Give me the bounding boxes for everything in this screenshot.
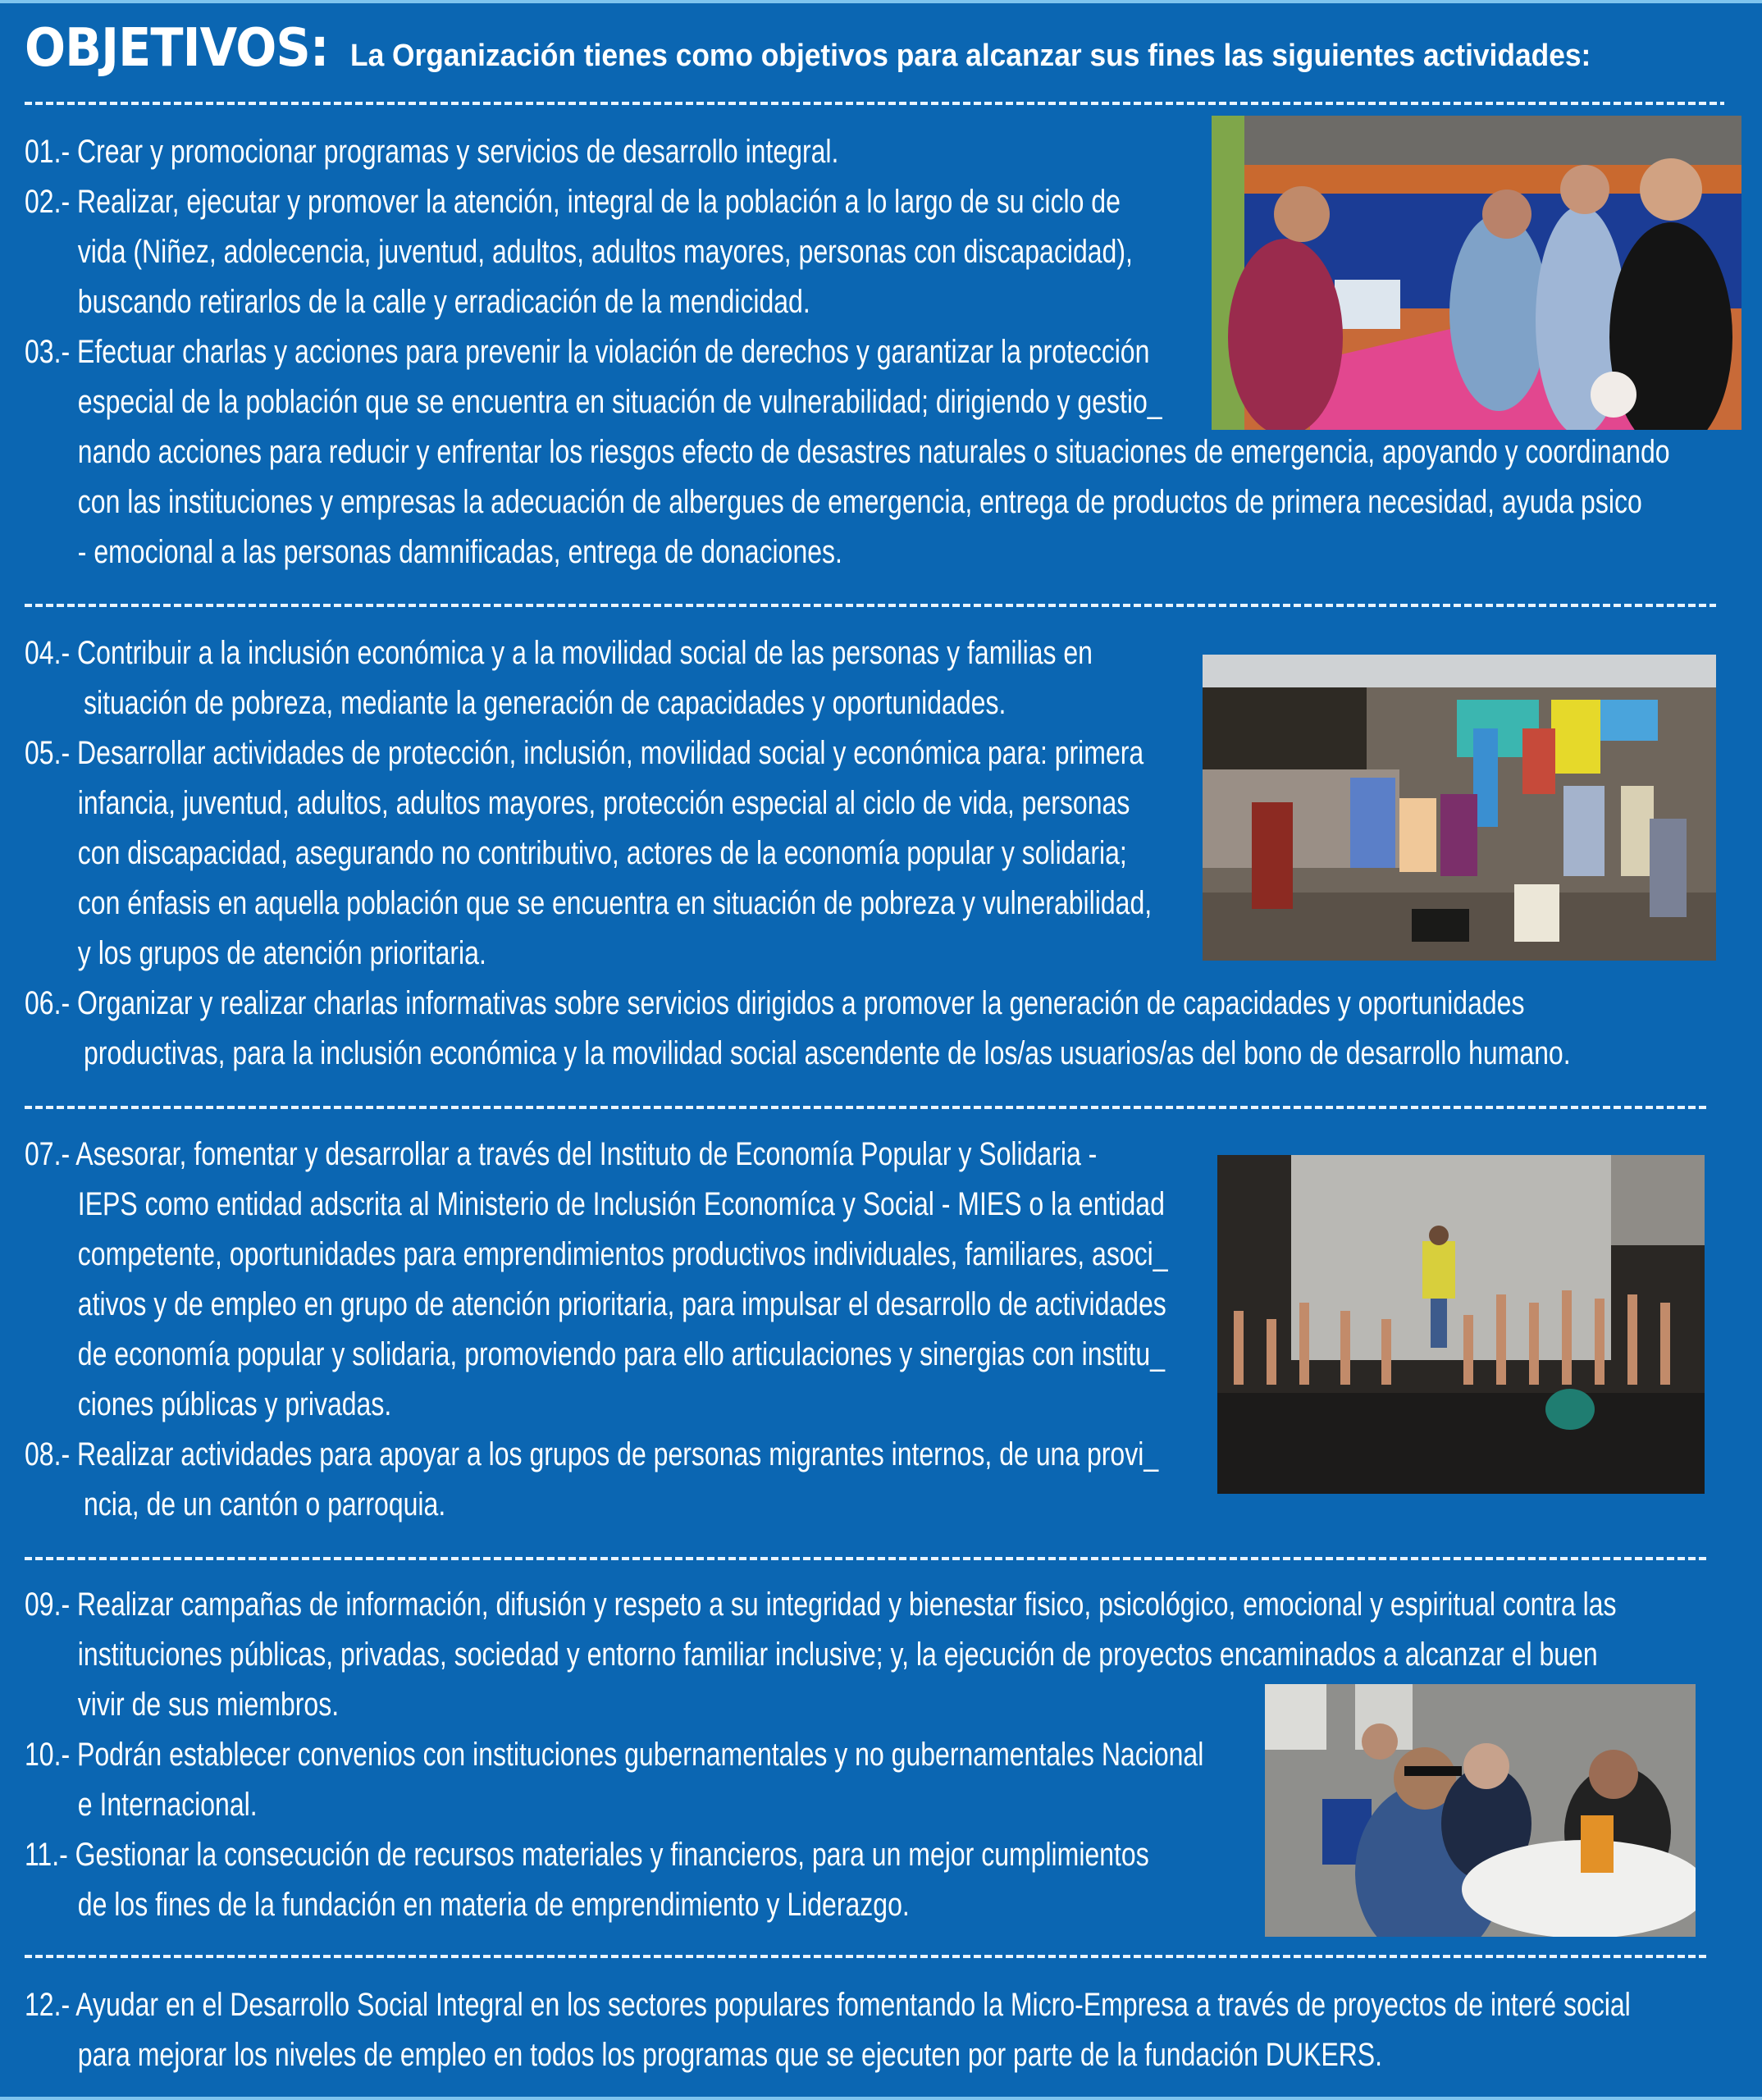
- objective-line: de los fines de la fundación en materia de emprendimiento y Liderazgo.: [77, 1887, 910, 1923]
- objective-line: con las instituciones y empresas la adecuación de albergues de emergencia, entrega de productos de primera necesidad, ayuda psico: [77, 484, 1642, 520]
- objective-04: [25, 628, 1359, 728]
- objective-08: [25, 1430, 1442, 1530]
- divider: [25, 1955, 1708, 1958]
- objective-line: 12.- Ayudar en el Desarrollo Social Integral en los sectores populares fomentando la Micro-Empresa a través de proyectos de interé social: [25, 1987, 1631, 2023]
- objective-line: 10.- Podrán establecer convenios con instituciones gubernamentales y no gubernamentales Nacional: [25, 1737, 1204, 1773]
- objective-line: 01.- Crear y promocionar programas y servicios de desarrollo integral.: [25, 134, 839, 170]
- objective-line: con discapacidad, asegurando no contributivo, actores de la economía popular y solidaria;: [77, 835, 1127, 871]
- objective-line: 06.- Organizar y realizar charlas informativas sobre servicios dirigidos a promover la generación de capacidades y oportunidades: [25, 985, 1525, 1021]
- objective-line: 07.- Asesorar, fomentar y desarrollar a través del Instituto de Economía Popular y Solidaria -: [25, 1136, 1098, 1172]
- objective-line: para mejorar los niveles de empleo en todos los programas que se ejecuten por parte de la fundación DUKERS.: [77, 2037, 1383, 2073]
- header: [25, 18, 1684, 84]
- objective-12: [25, 1980, 1762, 2080]
- objective-line: vivir de sus miembros.: [77, 1687, 340, 1723]
- objective-line: 02.- Realizar, ejecutar y promover la atención, integral de la población a lo largo de su ciclo de: [25, 184, 1121, 220]
- objective-line: 05.- Desarrollar actividades de protección, inclusión, movilidad social y económica para: primera: [25, 735, 1144, 771]
- objective-line: especial de la población que se encuentra en situación de vulnerabilidad; dirigiendo y gestio_: [77, 384, 1162, 420]
- objective-05: [25, 728, 1434, 979]
- objective-11: [25, 1830, 1430, 1930]
- objective-line: 03.- Efectuar charlas y acciones para prevenir la violación de derechos y garantizar la protección: [25, 334, 1150, 370]
- objective-line: ciones públicas y privadas.: [77, 1386, 392, 1422]
- objective-line: e Internacional.: [77, 1787, 258, 1823]
- objective-line: y los grupos de atención prioritaria.: [77, 935, 486, 971]
- objective-03: [25, 327, 1762, 578]
- divider: [25, 604, 1716, 607]
- objective-line: 08.- Realizar actividades para apoyar a los grupos de personas migrantes internos, de una provi_: [25, 1436, 1159, 1472]
- divider: [25, 102, 1724, 105]
- objective-01: [25, 127, 1043, 177]
- objective-line: 09.- Realizar campañas de información, difusión y respeto a su integridad y bienestar fisico, psicológico, emocional y espiritual contra las: [25, 1586, 1617, 1623]
- objective-02: [25, 177, 1410, 327]
- objective-line: productivas, para la inclusión económica y la movilidad social ascendente de los/as usuarios/as del bono de desarrollo humano.: [84, 1035, 1571, 1071]
- objective-line: instituciones públicas, privadas, sociedad y entorno familiar inclusive; y, la ejecución de proyectos encaminados a alcanzar el buen: [77, 1637, 1598, 1673]
- objective-06: [25, 979, 1762, 1079]
- objective-line: infancia, juventud, adultos, adultos mayores, protección especial al ciclo de vida, personas: [77, 785, 1130, 821]
- objective-line: competente, oportunidades para emprendimientos productivos individuales, familiares, asoci_: [77, 1236, 1168, 1272]
- objective-line: vida (Niñez, adolecencia, juventud, adultos, adultos mayores, personas con discapacidad),: [77, 234, 1133, 270]
- objective-line: situación de pobreza, mediante la generación de capacidades y oportunidades.: [84, 685, 1007, 721]
- objective-line: IEPS como entidad adscrita al Ministerio de Inclusión Economíca y Social - MIES o la entidad: [77, 1186, 1165, 1222]
- objective-line: nando acciones para reducir y enfrentar los riesgos efecto de desastres naturales o situaciones de emergencia, apoyando y coordinando: [77, 434, 1670, 470]
- objective-line: 11.- Gestionar la consecución de recursos materiales y financieros, para un mejor cumplimientos: [25, 1837, 1149, 1873]
- divider: [25, 1106, 1708, 1109]
- objective-line: con énfasis en aquella población que se encuentra en situación de pobreza y vulnerabilidad,: [77, 885, 1153, 921]
- objective-line: - emocional a las personas damnificadas, entrega de donaciones.: [77, 534, 842, 570]
- objective-line: ativos y de empleo en grupo de atención prioritaria, para impulsar el desarrollo de actividades: [77, 1286, 1166, 1322]
- page-subtitle: La Organización tienes como objetivos para alcanzar sus fines las siguientes actividades:: [349, 39, 1591, 73]
- objective-10: [25, 1730, 1499, 1830]
- page-title: OBJETIVOS:: [25, 18, 329, 79]
- objective-line: ncia, de un cantón o parroquia.: [84, 1486, 446, 1522]
- objective-line: buscando retirarlos de la calle y erradicación de la mendicidad.: [77, 284, 810, 320]
- divider: [25, 1557, 1708, 1560]
- objective-line: de economía popular y solidaria, promoviendo para ello articulaciones y sinergias con institu_: [77, 1336, 1165, 1372]
- objective-line: 04.- Contribuir a la inclusión económica y a la movilidad social de las personas y familias en: [25, 635, 1093, 671]
- objective-07: [25, 1130, 1454, 1430]
